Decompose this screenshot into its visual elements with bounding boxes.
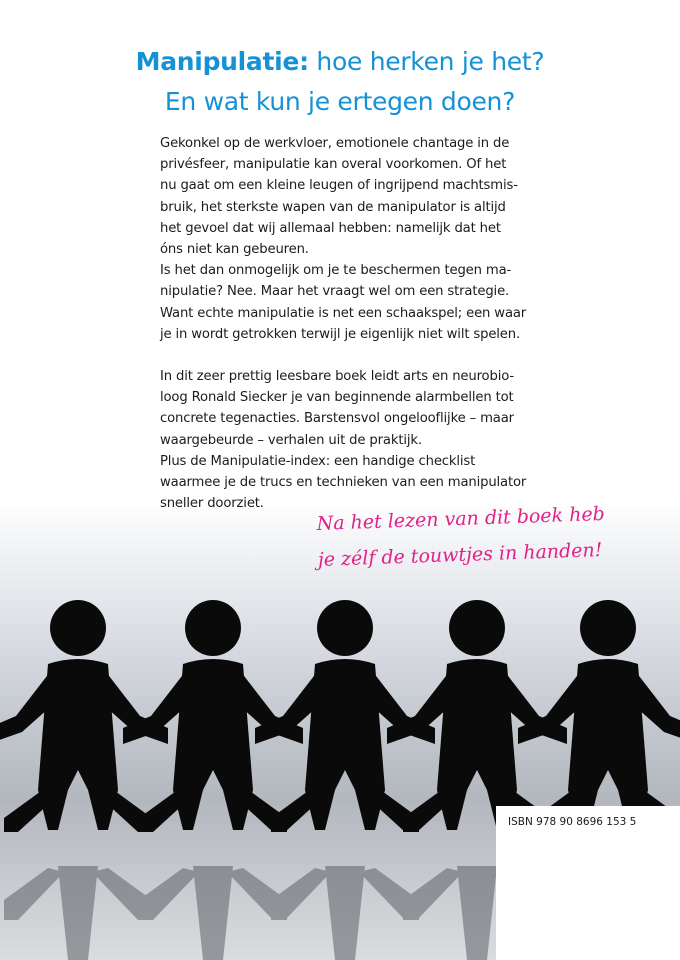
headline-line-1 xyxy=(0,42,680,82)
headline-question: hoe herken je het? xyxy=(308,47,545,76)
person-figure-3 xyxy=(255,600,435,832)
blurb-line: Want echte manipulatie is net een schaakspel; een waar xyxy=(160,305,527,321)
person-figure-1 xyxy=(0,600,168,832)
blurb xyxy=(160,133,540,514)
blurb-line: het gevoel dat wij allemaal hebben: namelijk dat het xyxy=(160,220,501,236)
blurb-line: waarmee je de trucs en technieken van een manipulator xyxy=(160,475,527,491)
blurb-paragraph-1 xyxy=(160,133,540,345)
blurb-line: Gekonkel op de werkvloer, emotionele chantage in de xyxy=(160,136,510,151)
blurb-line: nipulatie? Nee. Maar het vraagt wel om een strategie. xyxy=(160,284,510,300)
barcode-area xyxy=(496,806,680,960)
tagline-line-2: je zélf de touwtjes in handen! xyxy=(317,539,603,571)
blurb-line: Is het dan onmogelijk om je te beschermen tegen ma- xyxy=(160,263,512,279)
blurb-line: óns niet kan gebeuren. xyxy=(160,242,309,258)
blurb-line: loog Ronald Siecker je van beginnende alarmbellen tot xyxy=(160,390,514,406)
blurb-paragraph-2 xyxy=(160,366,540,514)
isbn-number: ISBN 978 90 8696 153 5 xyxy=(508,816,637,828)
person-figure-4 xyxy=(387,600,567,832)
person-figure-5 xyxy=(518,600,680,832)
headline-keyword: Manipulatie: xyxy=(135,47,309,76)
blurb-line: sneller doorziet. xyxy=(160,496,264,512)
blurb-line: bruik, het sterkste wapen van de manipulator is altijd xyxy=(160,199,506,215)
blurb-line: In dit zeer prettig leesbare boek leidt arts en neurobio- xyxy=(160,369,514,385)
blurb-line: je in wordt getrokken terwijl je eigenlijk niet wilt spelen. xyxy=(160,326,521,342)
figure-row xyxy=(0,600,680,832)
headline xyxy=(0,42,680,122)
person-figure-2 xyxy=(123,600,303,832)
tagline-line-1: Na het lezen van dit boek heb xyxy=(316,502,606,535)
blurb-line: waargebeurde – verhalen uit de praktijk. xyxy=(160,432,422,448)
blurb-line: privésfeer, manipulatie kan overal voorkomen. Of het xyxy=(160,157,507,173)
blurb-line: nu gaat om een kleine leugen of ingrijpend machtsmis- xyxy=(160,178,518,194)
headline-line-2: En wat kun je ertegen doen? xyxy=(164,87,516,116)
blurb-line: concrete tegenacties. Barstensvol ongelooflijke – maar xyxy=(160,411,514,427)
blurb-line: Plus de Manipulatie-index: een handige checklist xyxy=(160,453,476,469)
